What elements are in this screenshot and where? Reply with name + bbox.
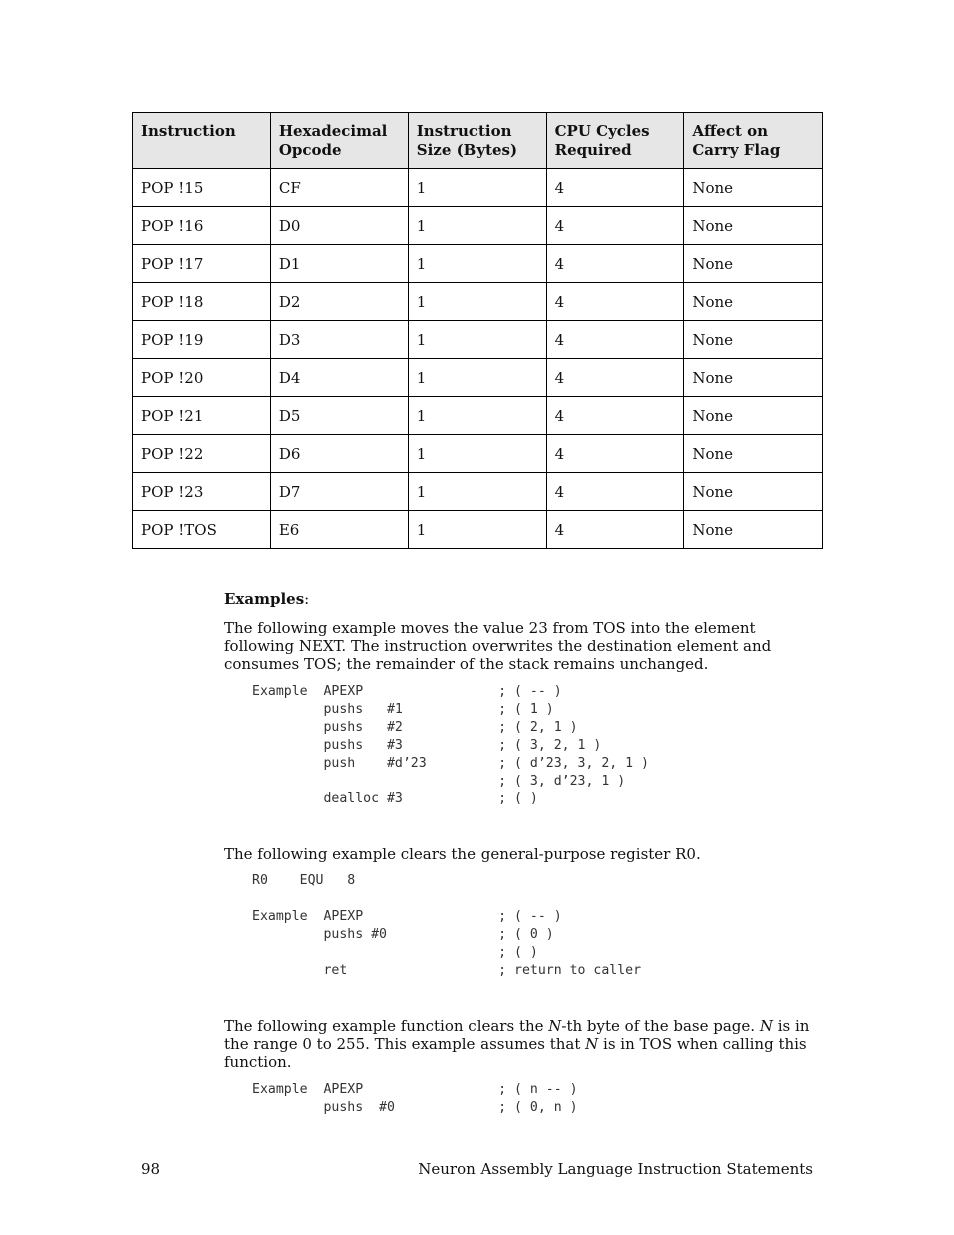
cell-carry: None xyxy=(684,283,823,321)
cell-size: 1 xyxy=(408,321,546,359)
example2-description: The following example clears the general-purpose register R0. xyxy=(224,845,701,863)
opcode-table xyxy=(132,112,823,549)
cell-cycles: 4 xyxy=(546,511,684,549)
cell-carry: None xyxy=(684,169,823,207)
cell-size: 1 xyxy=(408,435,546,473)
cell-cycles: 4 xyxy=(546,207,684,245)
cell-instruction: POP !23 xyxy=(133,473,271,511)
table-row xyxy=(133,435,823,473)
cell-carry: None xyxy=(684,245,823,283)
cell-size: 1 xyxy=(408,397,546,435)
cell-carry: None xyxy=(684,207,823,245)
cell-size: 1 xyxy=(408,473,546,511)
cell-instruction: POP !18 xyxy=(133,283,271,321)
cell-cycles: 4 xyxy=(546,359,684,397)
header-size: Instruction Size (Bytes) xyxy=(408,113,546,169)
cell-opcode: D5 xyxy=(270,397,408,435)
cell-size: 1 xyxy=(408,245,546,283)
example3-code: Example APEXP ; ( n -- ) pushs #0 ; ( 0, n ) xyxy=(252,1082,578,1115)
cell-cycles: 4 xyxy=(546,283,684,321)
cell-opcode: E6 xyxy=(270,511,408,549)
cell-instruction: POP !17 xyxy=(133,245,271,283)
cell-carry: None xyxy=(684,397,823,435)
examples-heading: Examples: xyxy=(224,590,310,608)
table-row xyxy=(133,397,823,435)
cell-opcode: D4 xyxy=(270,359,408,397)
cell-instruction: POP !19 xyxy=(133,321,271,359)
cell-cycles: 4 xyxy=(546,245,684,283)
cell-carry: None xyxy=(684,321,823,359)
footer-title: Neuron Assembly Language Instruction Statements xyxy=(418,1160,813,1178)
cell-opcode: CF xyxy=(270,169,408,207)
table-row xyxy=(133,169,823,207)
cell-cycles: 4 xyxy=(546,169,684,207)
cell-opcode: D3 xyxy=(270,321,408,359)
cell-carry: None xyxy=(684,511,823,549)
cell-instruction: POP !21 xyxy=(133,397,271,435)
cell-instruction: POP !TOS xyxy=(133,511,271,549)
cell-size: 1 xyxy=(408,283,546,321)
table-header-row xyxy=(133,113,823,169)
cell-opcode: D1 xyxy=(270,245,408,283)
table-row xyxy=(133,321,823,359)
cell-carry: None xyxy=(684,435,823,473)
example1-code: Example APEXP ; ( -- ) pushs #1 ; ( 1 ) pushs #2 ; ( 2, 1 ) pushs #3 ; ( 3, 2, 1 ) push #d’23 ; ( d’23, 3, 2, 1 ) ; ( 3, d’23, 1 ) dealloc #3 ; ( ) xyxy=(252,684,649,807)
cell-size: 1 xyxy=(408,359,546,397)
example1-description: The following example moves the value 23 from TOS into the element following NEXT. The instruction overwrites the destination element and consumes TOS; the remainder of the stack remains unchanged. xyxy=(224,619,772,673)
example3-description: The following example function clears the N-th byte of the base page. N is in the range 0 to 255. This example assumes that N is in TOS when calling this function. xyxy=(224,1017,810,1071)
table-row xyxy=(133,283,823,321)
header-opcode: Hexadecimal Opcode xyxy=(270,113,408,169)
cell-instruction: POP !20 xyxy=(133,359,271,397)
table-row xyxy=(133,511,823,549)
table-row xyxy=(133,473,823,511)
header-instruction: Instruction xyxy=(133,113,271,169)
cell-opcode: D7 xyxy=(270,473,408,511)
header-cycles: CPU Cycles Required xyxy=(546,113,684,169)
cell-opcode: D2 xyxy=(270,283,408,321)
cell-opcode: D6 xyxy=(270,435,408,473)
cell-cycles: 4 xyxy=(546,473,684,511)
cell-size: 1 xyxy=(408,511,546,549)
table-row xyxy=(133,359,823,397)
cell-size: 1 xyxy=(408,207,546,245)
cell-size: 1 xyxy=(408,169,546,207)
page-number: 98 xyxy=(141,1160,161,1178)
cell-instruction: POP !16 xyxy=(133,207,271,245)
cell-instruction: POP !15 xyxy=(133,169,271,207)
cell-instruction: POP !22 xyxy=(133,435,271,473)
cell-cycles: 4 xyxy=(546,397,684,435)
table-row xyxy=(133,245,823,283)
cell-carry: None xyxy=(684,359,823,397)
cell-cycles: 4 xyxy=(546,435,684,473)
cell-opcode: D0 xyxy=(270,207,408,245)
example2-code: R0 EQU 8 Example APEXP ; ( -- ) pushs #0 ; ( 0 ) ; ( ) ret ; return to caller xyxy=(252,873,642,978)
cell-carry: None xyxy=(684,473,823,511)
header-carry-flag: Affect on Carry Flag xyxy=(684,113,823,169)
table-row xyxy=(133,207,823,245)
cell-cycles: 4 xyxy=(546,321,684,359)
